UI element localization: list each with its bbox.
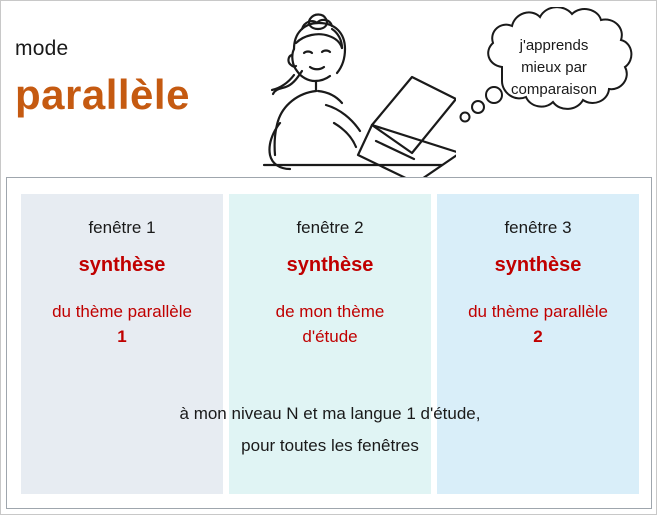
student-with-laptop-illustration: [206, 5, 456, 177]
window-1-subtitle-line1: du thème parallèle: [52, 302, 192, 321]
bubble-line-3: comparaison: [511, 80, 597, 98]
window-2-synthesis: synthèse: [286, 254, 374, 276]
window-3-synthesis: synthèse: [494, 254, 582, 276]
window-2-header: fenêtre 2: [296, 218, 364, 237]
bubble-line-2: mieux par: [521, 58, 587, 76]
window-1-subtitle-line2: 1: [117, 326, 127, 346]
window-1-synthesis: synthèse: [78, 254, 166, 276]
window-2-subtitle-line2: d'étude: [302, 326, 358, 346]
panel-footer: [7, 398, 653, 463]
mode-label: mode: [15, 37, 69, 60]
windows-panel: [6, 177, 652, 509]
page-title: parallèle: [15, 71, 190, 118]
thought-bubble-text: [456, 35, 652, 100]
window-3-subtitle-line2: 2: [533, 326, 543, 346]
window-3-header: fenêtre 3: [504, 218, 572, 237]
window-3-subtitle-line1: du thème parallèle: [468, 302, 608, 321]
window-2-subtitle-line1: de mon thème: [275, 302, 385, 321]
footer-line-2: pour toutes les fenêtres: [241, 436, 419, 456]
window-3-subtitle: [437, 300, 639, 349]
window-1-subtitle: [21, 300, 223, 349]
thought-bubble: [456, 7, 652, 139]
bubble-line-1: j'apprends: [519, 37, 589, 54]
footer-line-1: à mon niveau N et ma langue 1 d'étude,: [179, 404, 481, 423]
window-1-header: fenêtre 1: [88, 218, 156, 237]
window-2-subtitle: [229, 300, 431, 349]
